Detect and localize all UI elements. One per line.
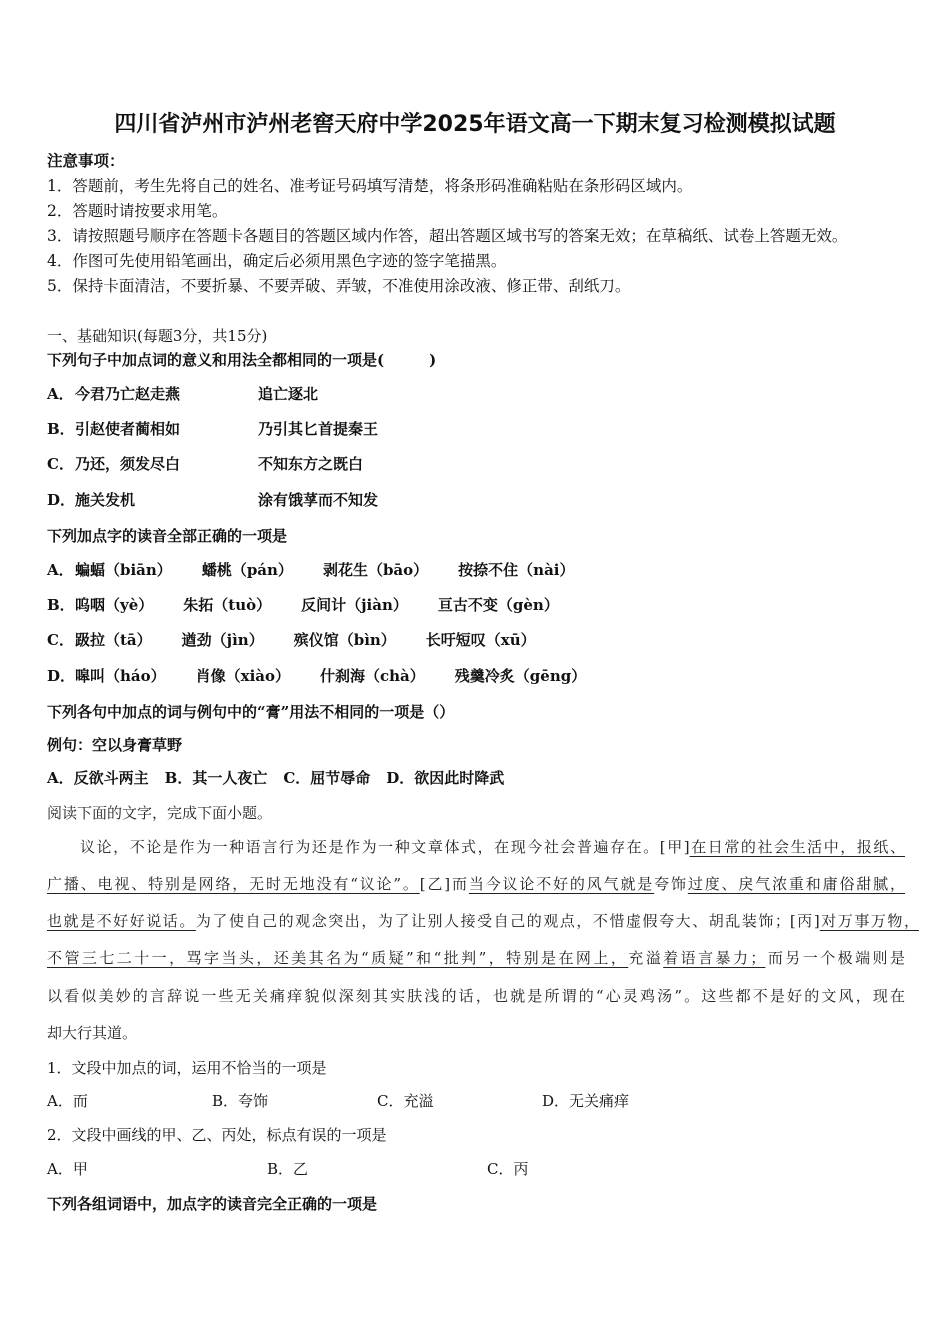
question-option (47, 628, 566, 652)
section-heading: 一、基础知识(每题3分，共15分) (47, 327, 268, 345)
option-label: C． (47, 631, 74, 649)
pinyin-item: 朱拓（tuò） (183, 596, 272, 614)
passage-text: 却大行其道。 (47, 1024, 138, 1042)
option-text: 涂有饿莩而不知发 (258, 491, 379, 509)
question-option: B．夸饰 (212, 1092, 269, 1110)
question-stem: 下列各组词语中，加点字的读音完全正确的一项是 (47, 1195, 378, 1213)
pinyin-item: 反间计（jiàn） (301, 596, 408, 614)
pinyin-item: 残羹冷炙（gēng） (454, 667, 587, 685)
page-title: 四川省泸州市泸州老窖天府中学2025年语文高一下期末复习检测模拟试题 (114, 112, 836, 137)
underlined-text: 对万事万物， (819, 912, 919, 930)
passage-text: 以看似美妙的言辞说一些无关痛痒貌似深刻其实肤浅的话，也就是所谓的“心灵鸡汤”。这些都不是好的文风，现在 (47, 987, 905, 1005)
question-option: A．而 (47, 1092, 88, 1110)
question-option: C．丙 (487, 1160, 529, 1178)
passage-text: 为了使自己的观念突出，为了让别人接受自己的观点，不惜虚假夸大、胡乱装饰；[丙] (195, 912, 820, 930)
question-option: D．欲因此时降武 (386, 769, 505, 787)
pinyin-item: 蟠桃（pán） (201, 561, 293, 579)
option-label: A． (47, 385, 74, 403)
question-options-row (47, 1157, 707, 1181)
question-options-row (47, 1089, 707, 1113)
question-option (47, 452, 363, 476)
underlined-text: 当今议论不好的风气就是 (468, 875, 655, 893)
passage-text: 议论，不论是作为一种语言行为还是作为一种文章体式，在现今社会普遍存在。[甲] (80, 838, 690, 856)
option-text: 引赵使者蔺相如 (75, 420, 181, 438)
underlined-text: 广播、电视、特别是网络，无时无地没有“议论”。 (47, 875, 420, 893)
pinyin-item: 遒劲（jìn） (181, 631, 264, 649)
pinyin-item: 殡仪馆（bìn） (293, 631, 396, 649)
reading-intro: 阅读下面的文字，完成下面小题。 (47, 804, 273, 822)
question-stem: 下列各句中加点的词与例句中的“膏”用法不相同的一项是（） (47, 703, 455, 721)
notice-item: 3．请按照题号顺序在答题卡各题目的答题区域内作答，超出答题区域书写的答案无效；在草稿纸、试卷上答题无效。 (47, 227, 848, 245)
passage-text: [乙]而 (419, 875, 469, 893)
pinyin-item: 按捺不住（nài） (458, 561, 575, 579)
notice-item: 5．保持卡面清洁，不要折暴、不要弄破、弄皱，不准使用涂改液、修正带、刮纸刀。 (47, 277, 631, 295)
pinyin-item: 剥花生（bāo） (322, 561, 429, 579)
option-label: B． (47, 596, 75, 614)
option-label: B． (47, 420, 75, 438)
pinyin-item: 长吁短叹（xū） (425, 631, 536, 649)
passage-line (47, 835, 905, 859)
question-option (47, 382, 318, 406)
pinyin-item: 亘古不变（gèn） (437, 596, 559, 614)
question-option (47, 417, 378, 441)
question-option: A．反欲斗两主 (47, 769, 149, 787)
example-sentence: 例句：空以身膏草野 (47, 736, 183, 754)
option-text: 乃还，须发尽白 (75, 455, 181, 473)
passage-text: 而另一个极端则是 (765, 949, 905, 967)
underlined-text: 也就是不好好说话。 (47, 912, 196, 930)
question-option (47, 558, 604, 582)
passage-line (47, 984, 905, 1008)
underlined-text: 着语言暴力； (663, 949, 766, 967)
passage-line (47, 946, 905, 970)
underlined-text: 不管三七二十一，骂字当头，还美其名为“质疑”和“批判”，特别是在网上， (47, 949, 629, 967)
pinyin-item: 肖像（xiào） (195, 667, 291, 685)
question-stem: 1．文段中加点的词，运用不恰当的一项是 (47, 1059, 327, 1077)
question-option: C．充溢 (377, 1092, 434, 1110)
option-text: 不知东方之既白 (258, 455, 364, 473)
question-option (47, 488, 378, 512)
question-option: D．无关痛痒 (542, 1092, 630, 1110)
question-option: B．乙 (267, 1160, 309, 1178)
question-option: C．屈节辱命 (283, 769, 371, 787)
option-text: 乃引其匕首提秦王 (258, 420, 379, 438)
underlined-text: 过度、戾气浓重和庸俗甜腻， (687, 875, 905, 893)
option-text: 施关发机 (75, 491, 136, 509)
question-option (47, 664, 616, 688)
option-label: D． (47, 667, 76, 685)
pinyin-item: 趿拉（tā） (75, 631, 152, 649)
pinyin-item: 蝙蝠（biān） (75, 561, 172, 579)
passage-line (47, 872, 905, 896)
pinyin-item: 呜咽（yè） (75, 596, 154, 614)
question-stem: 下列句子中加点词的意义和用法全都相同的一项是( ) (47, 351, 437, 369)
passage-line (47, 909, 919, 933)
notice-item: 4．作图可先使用铅笔画出，确定后必须用黑色字迹的签字笔描黑。 (47, 252, 507, 270)
option-text: 追亡逐北 (258, 385, 319, 403)
pinyin-item: 什刹海（chà） (320, 667, 425, 685)
option-text: 今君乃亡赵走燕 (75, 385, 181, 403)
question-stem: 下列加点字的读音全部正确的一项是 (47, 527, 288, 545)
underlined-text: 在日常的社会生活中，报纸、 (689, 838, 905, 856)
notice-heading: 注意事项： (47, 151, 125, 170)
notice-item: 1．答题前，考生先将自己的姓名、准考证号码填写清楚，将条形码准确粘贴在条形码区域内。 (47, 177, 693, 195)
notice-item: 2．答题时请按要求用笔。 (47, 202, 228, 220)
question-options-row (47, 766, 520, 790)
pinyin-item: 嗥叫（háo） (75, 667, 166, 685)
dotted-word: 夸饰 (654, 875, 688, 893)
question-stem: 2．文段中画线的甲、乙、丙处，标点有误的一项是 (47, 1126, 387, 1144)
question-option: A．甲 (47, 1160, 88, 1178)
question-option (47, 593, 589, 617)
option-label: C． (47, 455, 74, 473)
question-option: B．其一人夜亡 (164, 769, 268, 787)
option-label: A． (47, 561, 74, 579)
passage-line (47, 1021, 905, 1045)
option-label: D． (47, 491, 76, 509)
dotted-word: 充溢 (628, 949, 664, 967)
